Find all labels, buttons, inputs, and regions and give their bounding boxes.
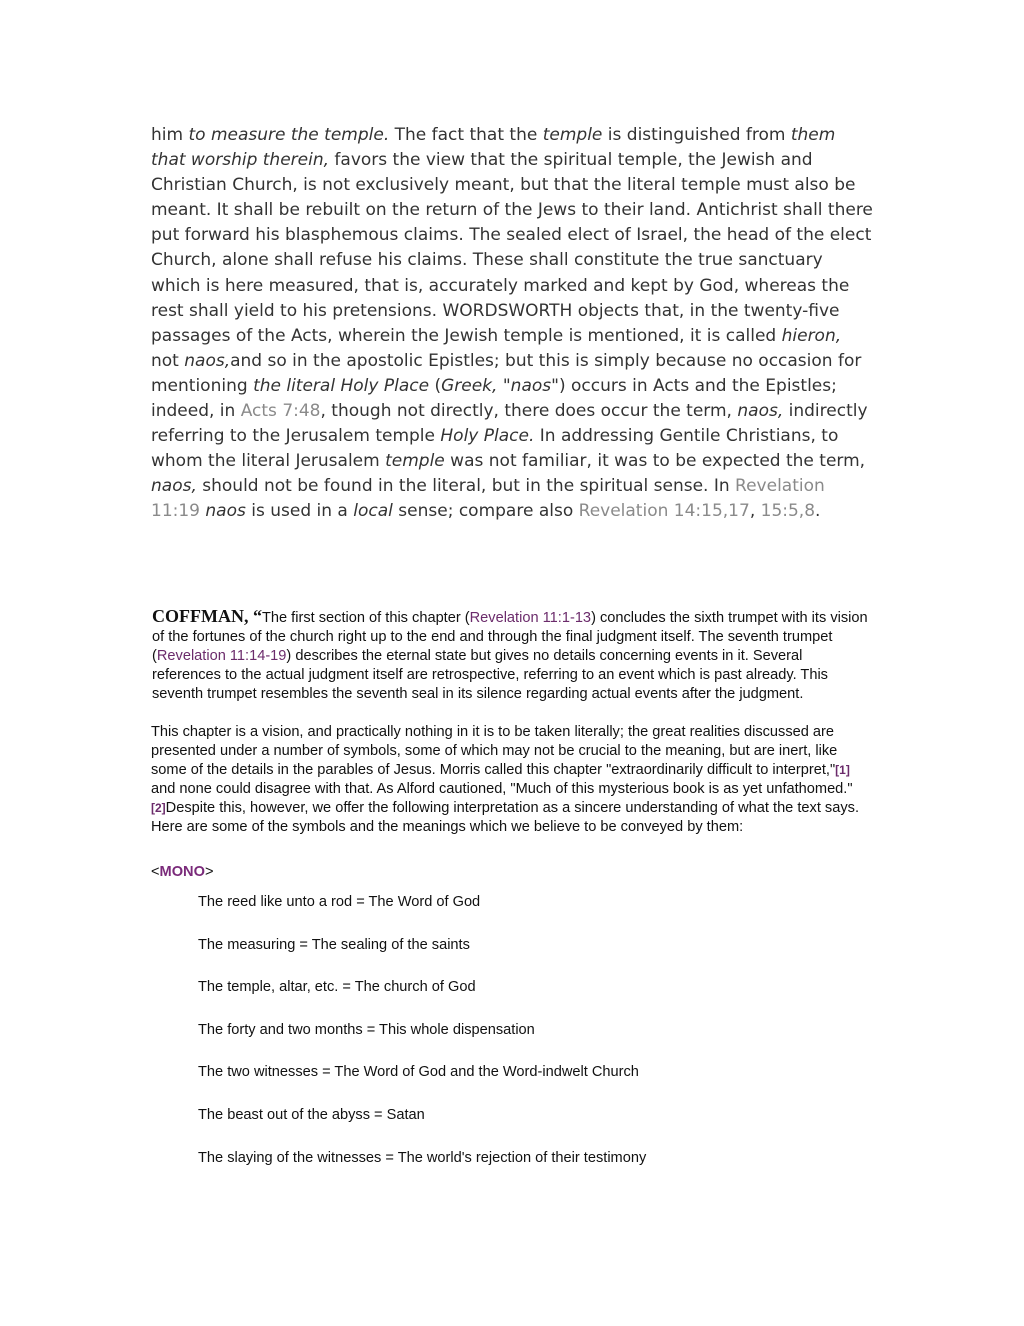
list-item: The two witnesses = The Word of God and the Word-indwelt Church	[198, 1064, 639, 1081]
scripture-link-revelation-11-19[interactable]: Revelation 11:19	[151, 476, 825, 522]
list-item: The reed like unto a rod = The Word of God	[198, 894, 481, 910]
footnote-link-1[interactable]: [1]	[835, 763, 850, 777]
commentary-text: him to measure the temple. The fact that the temple is distinguished from them that worship therein, favors the view that the spiritual temple, the Jewish and Christian Church, is not exclusively meant, but that the literal temple must also be meant. It shall be rebuilt on the return of the Jews to their land. Antichrist shall there put forward his blasphemous claims. The sealed elect of Israel, the head of the elect Church, alone shall refuse his claims. These shall constitute the true sanctuary which is here measured, that is, accurately marked and kept by God, whereas the rest shall yield to his pretensions. WORDSWORTH objects that, in the twenty-five passages of the Acts, wherein the Jewish temple is mentioned, it is called hieron, not naos,and so in the apostolic Epistles; but this is simply because no occasion for mentioning the literal Holy Place (Greek, "naos") occurs in Acts and the Epistles; indeed, in Acts 7:48, though not directly, there does occur the term, naos, indirectly referring to the Jerusalem temple Holy Place. In addressing Gentile Christians, to whom the literal Jerusalem temple was not familiar, it was to be expected the term, naos, should not be found in the literal, but in the spiritual sense. In Revelation 11:19 naos is used in a local sense; compare also Revelation 14:15,17, 15:5,8.	[151, 125, 873, 522]
coffman-interpretation	[151, 723, 875, 837]
author-heading: COFFMAN, “	[152, 606, 262, 626]
interpretation-text: This chapter is a vision, and practically nothing in it is to be taken literally; the great realities discussed are presented under a number of symbols, some of which may not be crucial to the meaning, but are inert, like some of the details in the parables of Jesus. Morris called this chapter "extraordinarily difficult to interpret,"[1] and none could disagree with that. As Alford cautioned, "Much of this mysterious book is as yet unfathomed."[2]Despite this, however, we offer the following interpretation as a sincere understanding of what the text says. Here are some of the symbols and the meanings which we believe to be conveyed by them:	[151, 724, 859, 835]
list-item: The temple, altar, etc. = The church of God	[198, 979, 476, 996]
coffman-intro: COFFMAN, “The first section of this chapter (Revelation 11:1-13) concludes the sixth trumpet with its vision of the fortunes of the church right up to the end and through the final judgment itself. The seventh trumpet (Revelation 11:14-19) describes the eternal state but gives no details concerning events in it. Several references to the actual judgment itself are retrospective, referring to an event which is past already. This seventh trumpet resembles the seventh seal in its silence regarding actual events after the judgment.	[152, 606, 868, 702]
list-item: The beast out of the abyss = Satan	[198, 1106, 425, 1123]
scripture-link-acts-7-48[interactable]: Acts 7:48	[240, 401, 321, 422]
list-item: The measuring = The sealing of the saints	[198, 936, 470, 953]
mono-label: MONO	[159, 864, 205, 880]
list-item: The forty and two months = This whole dispensation	[198, 1021, 535, 1038]
symbol-list	[198, 893, 838, 1191]
footnote-link-2[interactable]: [2]	[151, 801, 166, 815]
commentary-paragraph	[151, 123, 873, 525]
mono-tag: <MONO>	[151, 864, 214, 880]
scripture-link-revelation-11-14-19[interactable]: Revelation 11:14-19	[156, 648, 287, 664]
scripture-link-revelation-14-15[interactable]: Revelation 14:15,17	[578, 501, 750, 522]
scripture-link-revelation-15-5[interactable]: 15:5,8	[760, 501, 816, 522]
list-item: The slaying of the witnesses = The world's rejection of their testimony	[198, 1149, 647, 1166]
coffman-commentary	[152, 607, 874, 704]
scripture-link-revelation-11-1-13[interactable]: Revelation 11:1-13	[469, 610, 592, 626]
